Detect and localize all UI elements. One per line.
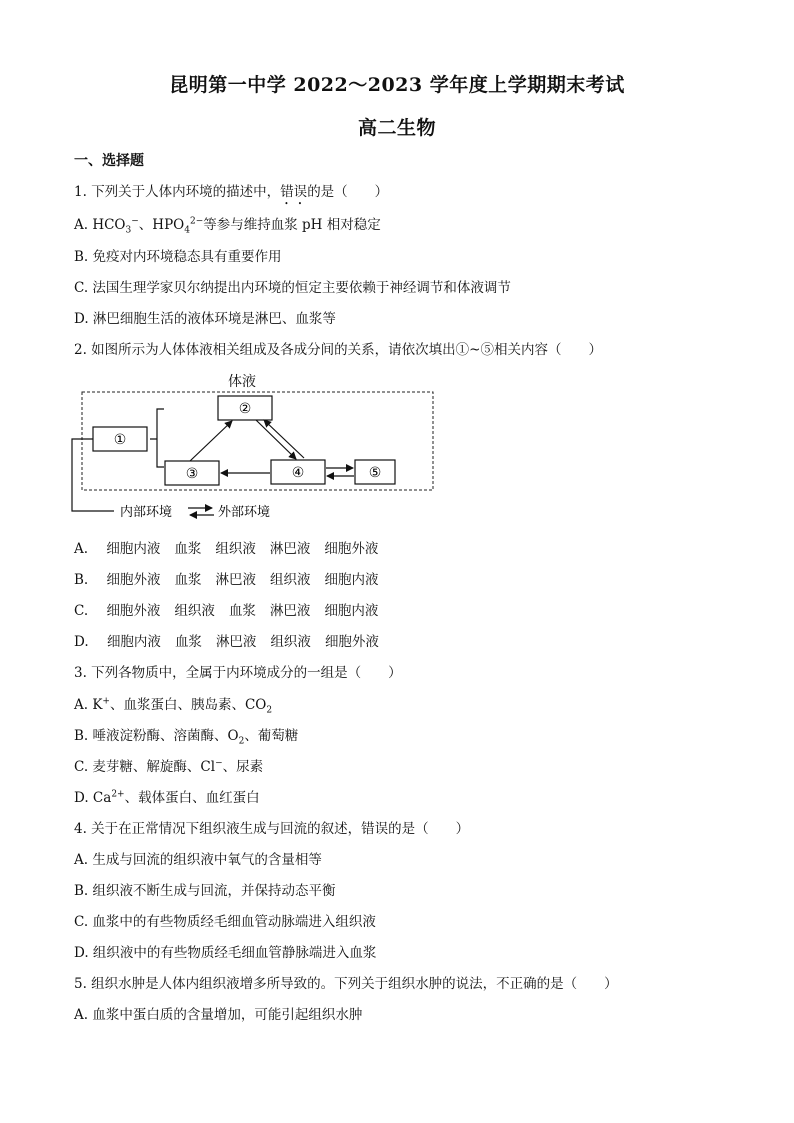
box-3-label: ③ [185,466,199,482]
question-4-option-b: B. 组织液不断生成与回流，并保持动态平衡 [74,883,336,899]
question-3-stem: 3. 下列各物质中，全属于内环境成分的一组是（ ） [74,665,402,681]
question-1-option-b: B. 免疫对内环境稳态具有重要作用 [74,249,282,265]
question-4-stem: 4. 关于在正常情况下组织液生成与回流的叙述，错误的是（ ） [74,821,470,837]
question-2-option-d: D. 细胞内液 血浆 淋巴液 组织液 细胞外液 [74,634,379,650]
body-fluid-label: 体液 [228,374,256,390]
question-2-option-c: C. 细胞外液 组织液 血浆 淋巴液 细胞内液 [74,603,379,619]
exam-subject: 高二生物 [357,117,436,139]
question-2-option-b: B. 细胞外液 血浆 淋巴液 组织液 细胞内液 [74,572,379,588]
question-1-stem: 1. 下列关于人体内环境的描述中，错误的是（ ） [74,184,389,200]
question-1-option-d: D. 淋巴细胞生活的液体环境是淋巴、血浆等 [74,311,336,327]
inner-environment-label: 内部环境 [120,505,173,520]
question-1-option-a: A. $HCO_3^-$、$HPO_4^{2-}$等参与维持血浆 pH 相对稳定 [74,216,381,236]
outer-environment-label: 外部环境 [218,505,271,520]
emphasized-word: 错误 [280,184,308,200]
section-heading: 一、选择题 [74,153,144,169]
grouping-bracket [150,409,164,467]
question-3-option-b: B. 唾液淀粉酶、溶菌酶、$O_2$、葡萄糖 [74,728,299,747]
question-3-option-c: C. 麦芽糖、解旋酶、Cl−、尿素 [74,758,264,775]
question-2-option-a: A. 细胞内液 血浆 组织液 淋巴液 细胞外液 [74,541,379,557]
box-5-label: ⑤ [368,465,382,481]
question-4-option-d: D. 组织液中的有些物质经毛细血管静脉端进入血浆 [74,945,377,961]
question-3-option-d: D. $Ca^{2+}$、载体蛋白、血红蛋白 [74,789,260,806]
arrow-4-to-2 [264,420,304,458]
exam-title: 昆明第一中学 2022～2023 学年度上学期期末考试 [169,74,625,96]
box-2-label: ② [238,401,252,417]
question-5-option-a: A. 血浆中蛋白质的含量增加，可能引起组织水肿 [74,1007,363,1023]
body-fluid-diagram [60,366,440,526]
question-4-option-a: A. 生成与回流的组织液中氧气的含量相等 [74,852,322,868]
question-2-stem: 2. 如图所示为人体体液相关组成及各成分间的关系，请依次填出①~⑤相关内容（ ） [74,342,602,358]
box-4-label: ④ [291,465,305,481]
question-5-stem: 5. 组织水肿是人体内组织液增多所导致的。下列关于组织水肿的说法，不正确的是（ ） [74,976,618,992]
box-1-label: ① [113,432,127,448]
arrow-2-to-4 [256,420,296,459]
question-1-option-c: C. 法国生理学家贝尔纳提出内环境的恒定主要依赖于神经调节和体液调节 [74,280,511,296]
question-4-option-c: C. 血浆中的有些物质经毛细血管动脉端进入组织液 [74,914,376,930]
arrow-3-to-2 [190,421,232,461]
question-3-option-a: A. K+、血浆蛋白、胰岛素、$CO_2$ [74,696,273,716]
